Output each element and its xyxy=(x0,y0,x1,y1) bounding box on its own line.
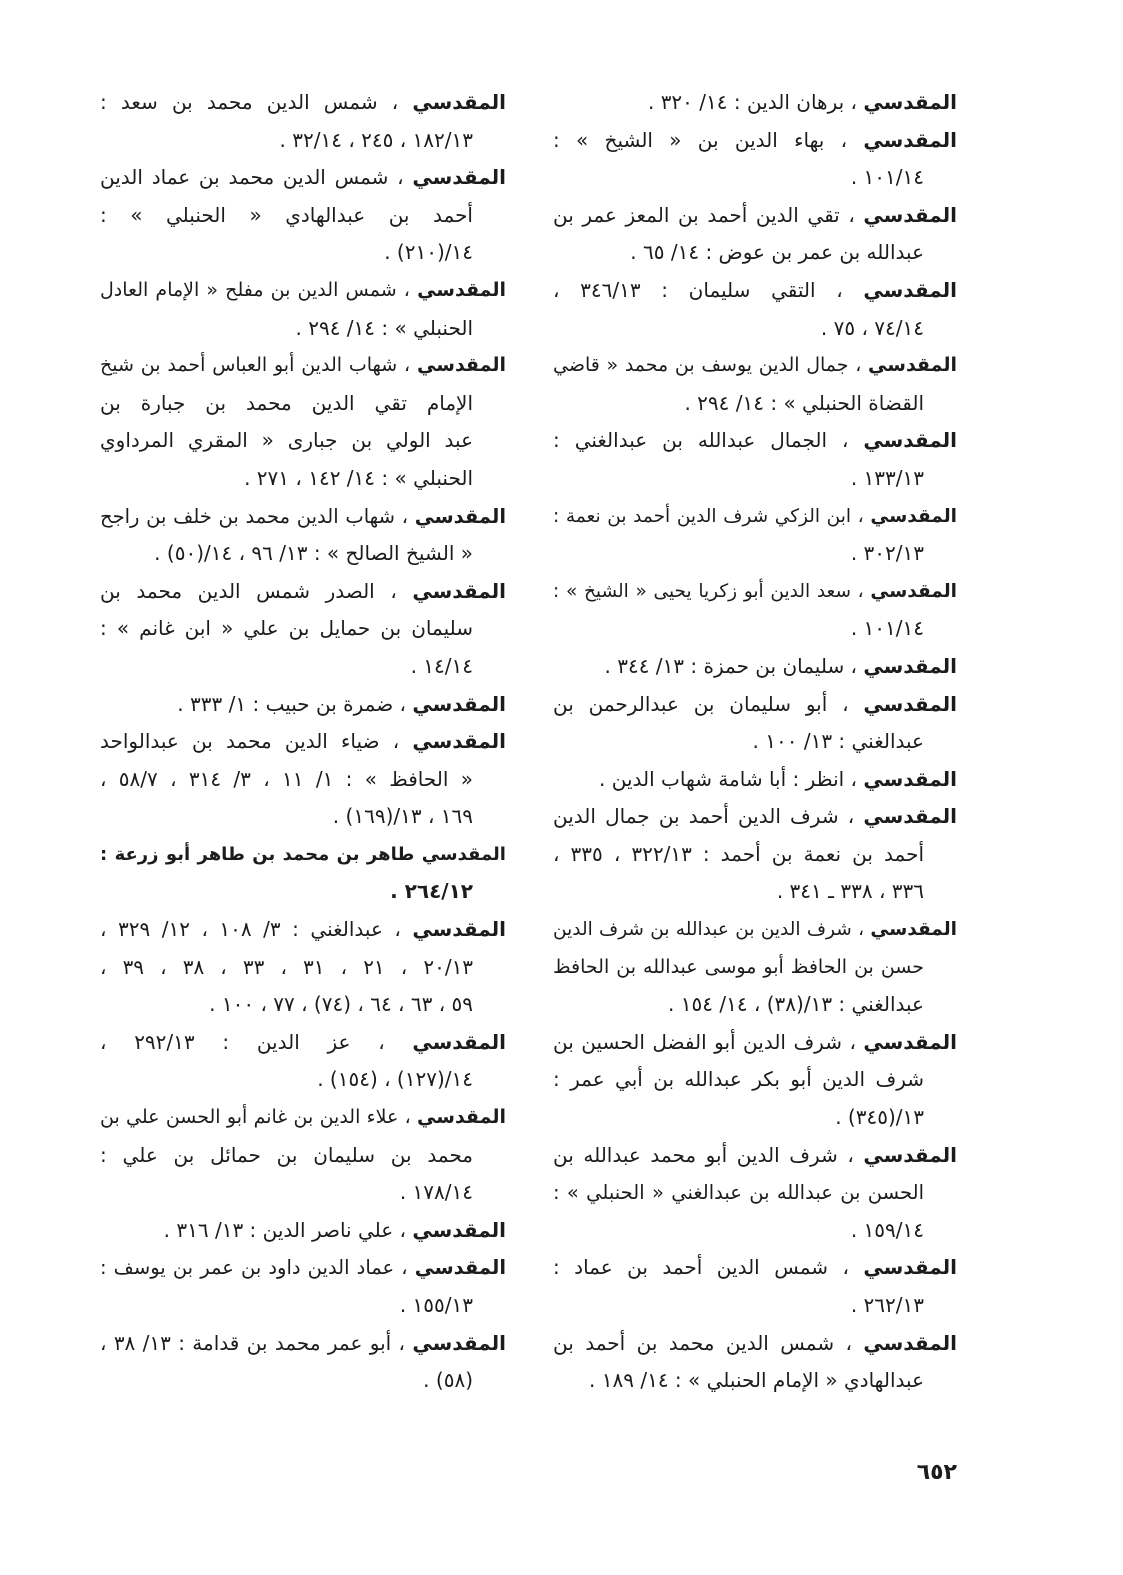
entry-heading: المقدسي xyxy=(421,843,506,865)
entry-line xyxy=(100,234,506,272)
entry-text: القضاة الحنبلي » : ١٤/ ٢٩٤ . xyxy=(684,390,924,415)
entry-heading: المقدسي xyxy=(412,1217,506,1242)
entry-text: ٧٤/١٤ ، ٧٥ . xyxy=(820,315,924,340)
entry-line xyxy=(553,1024,957,1062)
index-entry xyxy=(100,1099,506,1212)
entry-line xyxy=(553,422,957,460)
index-entry xyxy=(553,498,957,573)
entry-text: ، أبو سليمان بن عبدالرحمن بن xyxy=(553,691,849,716)
entry-line xyxy=(553,911,957,949)
entry-text: ، شمس الدين محمد بن أحمد بن xyxy=(553,1330,852,1355)
entry-text: الحنبلي » : ١٤/ ١٤٢ ، ٢٧١ . xyxy=(244,465,473,490)
entry-text: ، عز الدين : ٢٩٢/١٣ ، xyxy=(100,1029,385,1054)
entry-line xyxy=(100,1249,506,1287)
entry-line xyxy=(553,761,957,799)
entry-text: ١٤/(٢١٠) . xyxy=(384,240,473,265)
entry-line xyxy=(100,836,506,874)
index-entry xyxy=(100,836,506,911)
entry-text: ٢٦٢/١٣ . xyxy=(850,1293,924,1317)
entry-line xyxy=(553,610,957,648)
entry-line xyxy=(553,1362,957,1400)
entry-line xyxy=(100,1362,506,1400)
entry-line xyxy=(553,986,957,1024)
entry-text: ، تقي الدين أحمد بن المعز عمر بن xyxy=(553,202,855,227)
entry-heading: المقدسي xyxy=(863,1142,957,1167)
entry-line xyxy=(553,460,957,498)
entry-heading: المقدسي xyxy=(863,202,957,227)
index-column-left xyxy=(100,84,506,1400)
entry-line xyxy=(100,1099,506,1137)
entry-text: ٢٠/١٣ ، ٢١ ، ٣١ ، ٣٣ ، ٣٨ ، ٣٩ ، xyxy=(100,954,474,979)
entry-text: « الحافظ » : ١/ ١١ ، ٣/ ٣١٤ ، ٥٨/٧ ، xyxy=(100,766,474,791)
entry-text: ، شهاب الدين محمد بن خلف بن راجح xyxy=(100,504,408,528)
entry-line xyxy=(100,648,506,686)
entry-line xyxy=(100,422,506,460)
entry-line xyxy=(553,723,957,761)
entry-line xyxy=(553,197,957,235)
entry-text: « الشيخ الصالح » : ١٣/ ٩٦ ، ١٤/(٥٠) . xyxy=(154,541,473,566)
entry-text: ، شمس الدين بن مفلح « الإمام العادل xyxy=(100,278,410,301)
index-column-right xyxy=(553,84,957,1400)
index-entry xyxy=(553,648,957,686)
entry-text: ، علاء الدين بن غانم أبو الحسن علي بن xyxy=(100,1106,411,1129)
entry-text: ١٥٩/١٤ . xyxy=(850,1217,924,1242)
index-entry xyxy=(100,1325,506,1400)
entry-heading: المقدسي xyxy=(863,127,957,152)
entry-line xyxy=(553,535,957,573)
index-entry xyxy=(553,761,957,799)
entry-line xyxy=(100,1024,506,1062)
entry-line xyxy=(553,1174,957,1212)
entry-text: (٥٨) . xyxy=(423,1368,473,1393)
entry-line xyxy=(553,1287,957,1325)
entry-heading: المقدسي xyxy=(412,691,506,716)
index-entry xyxy=(553,1024,957,1137)
entry-line xyxy=(100,1212,506,1250)
entry-text: ١٠١/١٤ . xyxy=(850,165,924,190)
entry-heading: المقدسي xyxy=(412,917,506,942)
entry-heading: المقدسي xyxy=(863,766,957,791)
entry-text: ١٧٨/١٤ . xyxy=(399,1180,473,1205)
entry-text: ، الصدر شمس الدين محمد بن xyxy=(100,578,397,603)
entry-heading: المقدسي xyxy=(414,504,507,528)
entry-text: ، شرف الدين بن عبدالله بن شرف الدين xyxy=(553,919,865,941)
index-entry xyxy=(553,1137,957,1250)
entry-heading: المقدسي xyxy=(412,1029,507,1054)
entry-line xyxy=(100,197,506,235)
entry-line xyxy=(553,347,957,385)
entry-line xyxy=(553,949,957,987)
index-entry xyxy=(100,1249,506,1324)
index-entry xyxy=(100,84,506,159)
entry-line xyxy=(100,272,506,310)
entry-line xyxy=(100,347,506,385)
entry-line xyxy=(100,1325,506,1363)
entry-line xyxy=(100,159,506,197)
entry-line xyxy=(553,1099,957,1137)
entry-heading: المقدسي xyxy=(863,653,957,678)
entry-heading: المقدسي xyxy=(417,278,507,301)
index-entry xyxy=(100,573,506,686)
entry-line xyxy=(553,310,957,348)
index-entry xyxy=(100,686,506,724)
entry-text: الإمام تقي الدين محمد بن جبارة بن xyxy=(100,390,473,415)
entry-text: ، عبدالغني : ٣/ ١٠٨ ، ١٢/ ٣٢٩ ، xyxy=(100,917,401,942)
entry-line xyxy=(553,836,957,874)
entry-line xyxy=(553,234,957,272)
index-entry xyxy=(100,347,506,497)
index-entry xyxy=(100,159,506,272)
entry-text: ، بهاء الدين بن « الشيخ » : xyxy=(553,127,848,152)
entry-text: عبدالغني : ١٣/(٣٨) ، ١٤/ ١٥٤ . xyxy=(668,992,924,1017)
entry-line xyxy=(553,159,957,197)
entry-line xyxy=(100,1287,506,1325)
entry-text: محمد بن سليمان بن حمائل بن علي : xyxy=(100,1142,473,1167)
entry-heading: المقدسي xyxy=(863,90,957,114)
entry-line xyxy=(553,686,957,724)
entry-heading: المقدسي xyxy=(412,578,507,603)
entry-heading: المقدسي xyxy=(863,804,957,829)
entry-text: سليمان بن حمايل بن علي « ابن غانم » : xyxy=(100,616,473,641)
entry-text: ٣٣٦ ، ٣٣٨ ـ ٣٤١ . xyxy=(776,879,924,904)
entry-text: ٥٩ ، ٦٣ ، ٦٤ ، (٧٤) ، ٧٧ ، ١٠٠ . xyxy=(209,992,473,1017)
entry-text: عبدالله بن عمر بن عوض : ١٤/ ٦٥ . xyxy=(630,240,924,265)
entry-line xyxy=(553,1061,957,1099)
entry-line xyxy=(553,84,957,122)
entry-line xyxy=(100,761,506,799)
entry-heading: المقدسي xyxy=(412,1330,507,1355)
index-entry xyxy=(553,798,957,911)
entry-text: ، شرف الدين أبو الفضل الحسين بن xyxy=(553,1029,856,1054)
entry-text: ، التقي سليمان : ٣٤٦/١٣ ، xyxy=(553,277,843,302)
entry-line xyxy=(553,1325,957,1363)
entry-text: ، شمس الدين محمد بن عماد الدين xyxy=(100,165,404,190)
entry-text: ١٦٩ ، ١٣/(١٦٩) . xyxy=(332,804,473,829)
index-entry xyxy=(100,1212,506,1250)
entry-line xyxy=(553,385,957,423)
index-entry xyxy=(100,911,506,1024)
entry-text: ، انظر : أبا شامة شهاب الدين . xyxy=(599,766,858,791)
index-entry xyxy=(553,911,957,1024)
entry-text: عبدالهادي « الإمام الحنبلي » : ١٤/ ١٨٩ . xyxy=(589,1368,924,1393)
entry-text: ١٨٢/١٣ ، ٢٤٥ ، ٣٢/١٤ . xyxy=(279,127,473,152)
entry-line xyxy=(100,949,506,987)
entry-text: ، الجمال عبدالله بن عبدالغني : xyxy=(553,428,849,453)
entry-text: ٢٦٤/١٢ . xyxy=(390,879,473,904)
entry-line xyxy=(553,122,957,160)
entry-heading: المقدسي xyxy=(870,505,957,527)
entry-text: ١٤/(١٢٧) ، (١٥٤) . xyxy=(317,1067,473,1092)
entry-text: ، أبو عمر محمد بن قدامة : ١٣/ ٣٨ ، xyxy=(100,1330,406,1355)
entry-text: أحمد بن نعمة بن أحمد : ٣٢٢/١٣ ، ٣٣٥ ، xyxy=(553,841,924,866)
entry-text: ، جمال الدين يوسف بن محمد « قاضي xyxy=(553,354,862,377)
index-entry xyxy=(553,347,957,422)
entry-text: ، ابن الزكي شرف الدين أحمد بن نعمة : xyxy=(553,505,864,527)
entry-line xyxy=(100,610,506,648)
entry-text: عبدالغني : ١٣/ ١٠٠ . xyxy=(752,729,924,754)
page-number: ٦٥٢ xyxy=(916,1460,957,1485)
entry-heading: المقدسي xyxy=(863,428,957,453)
entry-line xyxy=(100,1061,506,1099)
entry-text: الحنبلي » : ١٤/ ٢٩٤ . xyxy=(295,315,473,340)
entry-heading: المقدسي xyxy=(863,1255,957,1280)
entry-line xyxy=(553,798,957,836)
entry-line xyxy=(100,385,506,423)
index-entry xyxy=(553,573,957,648)
entry-line xyxy=(100,986,506,1024)
entry-text: شرف الدين أبو بكر عبدالله بن أبي عمر : xyxy=(553,1067,924,1092)
entry-text: ، علي ناصر الدين : ١٣/ ٣١٦ . xyxy=(163,1217,407,1242)
entry-heading: المقدسي xyxy=(870,919,957,941)
index-entry xyxy=(553,1249,957,1324)
entry-heading: المقدسي xyxy=(412,90,506,114)
entry-text: طاهر بن محمد بن طاهر أبو زرعة : xyxy=(100,843,415,865)
entry-text: ، برهان الدين : ١٤/ ٣٢٠ . xyxy=(647,90,858,114)
entry-line xyxy=(553,1249,957,1287)
entry-text: ١٣/(٣٤٥) . xyxy=(835,1105,924,1130)
entry-line xyxy=(100,460,506,498)
index-entry xyxy=(553,686,957,761)
index-entry xyxy=(553,1325,957,1400)
entry-line xyxy=(100,122,506,160)
index-entry xyxy=(100,723,506,836)
entry-heading: المقدسي xyxy=(863,1029,958,1054)
index-entry xyxy=(553,122,957,197)
entry-text: ، شرف الدين أبو محمد عبدالله بن xyxy=(553,1142,854,1167)
entry-text: ، سعد الدين أبو زكريا يحيى « الشيخ » : xyxy=(553,580,864,602)
index-entry xyxy=(100,272,506,347)
index-entry xyxy=(553,84,957,122)
entry-line xyxy=(100,573,506,611)
entry-text: ١٥٥/١٣ . xyxy=(399,1293,473,1317)
entry-line xyxy=(100,873,506,911)
index-entry xyxy=(100,1024,506,1099)
entry-line xyxy=(100,535,506,573)
entry-heading: المقدسي xyxy=(417,354,506,377)
entry-line xyxy=(100,498,506,536)
entry-heading: المقدسي xyxy=(870,580,957,602)
entry-text: حسن بن الحافظ أبو موسى عبدالله بن الحافظ xyxy=(553,955,924,978)
entry-text: ، شمس الدين محمد بن سعد : xyxy=(100,90,399,114)
entry-text: ١٣٣/١٣ . xyxy=(850,465,924,490)
entry-line xyxy=(553,873,957,911)
entry-text: ، شرف الدين أحمد بن جمال الدين xyxy=(553,804,855,829)
entry-text: ١٤/١٤ . xyxy=(410,653,473,678)
entry-text: ، ضياء الدين محمد بن عبدالواحد xyxy=(100,729,400,754)
entry-line xyxy=(100,798,506,836)
entry-text: ٣٠٢/١٣ . xyxy=(850,541,924,566)
index-entry xyxy=(553,197,957,272)
entry-line xyxy=(553,1212,957,1250)
entry-text: الحسن بن عبدالله بن عبدالغني « الحنبلي » : xyxy=(553,1181,924,1205)
entry-heading: المقدسي xyxy=(412,165,506,190)
entry-line xyxy=(100,911,506,949)
index-entry xyxy=(100,498,506,573)
entry-heading: المقدسي xyxy=(414,1256,507,1280)
entry-text: أحمد بن عبدالهادي « الحنبلي » : xyxy=(100,202,473,227)
entry-line xyxy=(553,272,957,310)
entry-line xyxy=(100,723,506,761)
entry-line xyxy=(100,84,506,122)
entry-text: ، ضمرة بن حبيب : ١/ ٣٣٣ . xyxy=(177,691,407,716)
entry-line xyxy=(553,573,957,611)
entry-line xyxy=(100,310,506,348)
entry-heading: المقدسي xyxy=(412,729,506,754)
entry-text: ، شهاب الدين أبو العباس أحمد بن شيخ xyxy=(100,354,411,377)
entry-heading: المقدسي xyxy=(863,691,958,716)
entry-heading: المقدسي xyxy=(417,1106,506,1129)
entry-line xyxy=(553,498,957,536)
entry-text: عبد الولي بن جبارى « المقري المرداوي xyxy=(100,428,473,453)
index-entry xyxy=(553,272,957,347)
entry-line xyxy=(553,1137,957,1175)
entry-text: ١٠١/١٤ . xyxy=(850,616,924,641)
entry-line xyxy=(100,1174,506,1212)
entry-heading: المقدسي xyxy=(863,1330,957,1355)
entry-text: ، شمس الدين أحمد بن عماد : xyxy=(553,1255,849,1280)
index-entry xyxy=(553,422,957,497)
entry-line xyxy=(100,1137,506,1175)
entry-heading: المقدسي xyxy=(868,354,957,377)
entry-line xyxy=(553,648,957,686)
entry-text: ، عماد الدين داود بن عمر بن يوسف : xyxy=(100,1256,408,1280)
entry-text: ، سليمان بن حمزة : ١٣/ ٣٤٤ . xyxy=(604,653,858,678)
entry-heading: المقدسي xyxy=(863,277,958,302)
entry-line xyxy=(100,686,506,724)
